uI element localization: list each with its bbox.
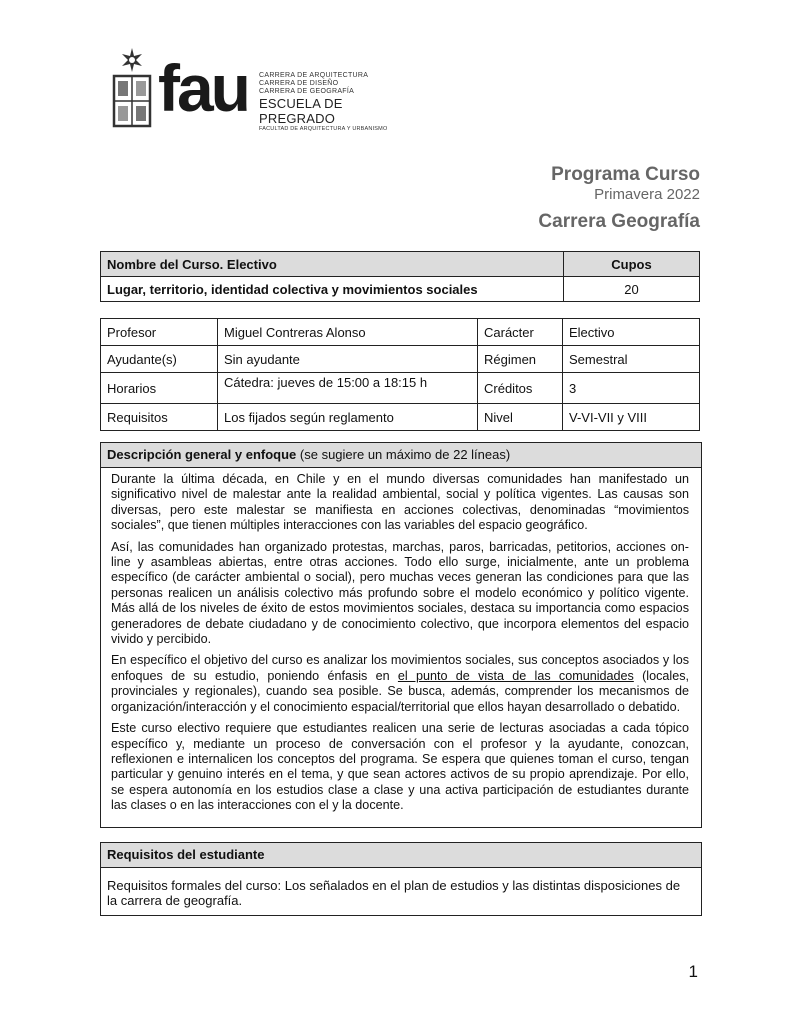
logo-school: ESCUELA DE PREGRADO	[259, 96, 343, 126]
info-row-ayudante	[101, 346, 700, 373]
info-row-horarios	[101, 373, 700, 404]
description-note: (se sugiere un máximo de 22 líneas)	[299, 447, 511, 462]
course-table-header-row	[101, 252, 700, 277]
requirements-text: Requisitos formales del curso: Los señalados en el plan de estudios y las distintas disposiciones de la carrera de geografía.	[107, 878, 681, 909]
course-name: Lugar, territorio, identidad colectiva y movimientos sociales	[101, 277, 564, 302]
info-label: Requisitos	[101, 404, 218, 431]
course-table	[100, 251, 700, 302]
description-section	[100, 442, 702, 828]
faculty-logo	[110, 46, 400, 132]
info-value: 3	[563, 373, 700, 404]
info-value: V-VI-VII y VIII	[563, 404, 700, 431]
logo-line-arquitectura: CARRERA DE ARQUITECTURA	[259, 72, 369, 79]
requirements-body	[101, 868, 701, 919]
info-label: Ayudante(s)	[101, 346, 218, 373]
course-cupos: 20	[564, 277, 700, 302]
program-title: Programa Curso	[551, 164, 700, 185]
info-row-profesor	[101, 319, 700, 346]
p3-before: En específico el objetivo del curso es analizar los movimientos sociales, sus conceptos asociados y los enfoques de su estudio, poniendo énfasis en	[111, 653, 689, 683]
logo-faculty: FACULTAD DE ARQUITECTURA Y URBANISMO	[259, 126, 388, 132]
p3-after: (locales, provinciales y regionales), cuando sea posible. Se busca, además, comprender los mecanismos de organización/interacción y el conocimiento espacial/territorial que ellos hayan desarrollado o debatido.	[111, 668, 689, 714]
info-label: Horarios	[101, 373, 218, 404]
info-value: Electivo	[563, 319, 700, 346]
info-label: Régimen	[478, 346, 563, 373]
info-value: Los fijados según reglamento	[218, 404, 478, 431]
info-label: Nivel	[478, 404, 563, 431]
info-row-requisitos	[101, 404, 700, 431]
p3-underlined: el punto de vista de las comunidades	[397, 668, 634, 683]
logo-line-diseno: CARRERA DE DISEÑO	[259, 80, 339, 87]
info-label: Créditos	[478, 373, 563, 404]
description-paragraph: Así, las comunidades han organizado protestas, marchas, paros, barricadas, petitorios, acciones on-line y asambleas abiertas, entre otras acciones. Todo ello surge, inicialmente, ante un problema específico (de carácter ambiental o social), pero muchas veces generan las condiciones para que las personas realicen un análisis colectivo más profundo sobre el modelo económico y político vigente. Más allá de los niveles de éxito de estos movimientos sociales, destaca su importancia como espacios generadores de debate ciudadano y de conocimiento colectivo, que incorpora elementos del espacio vivido y percibido.	[111, 539, 689, 647]
career-title: Carrera Geografía	[538, 211, 700, 232]
description-paragraph: Este curso electivo requiere que estudiantes realicen una serie de lecturas asociadas a cada tópico específico y, mediante un proceso de conversación con el profesor y la ayudante, conozcan, reflexionen e internalicen los conceptos del programa. Se espera que quienes toman el curso, tengan particular y genuino interés en el tema, y que sean actores activos de su propio aprendizaje. Por ello, se espera autonomía en los estudios clase a clase y una activa participación de estudiantes durante las clases o en las interacciones con el y la docente.	[111, 721, 689, 813]
course-info-table	[100, 318, 700, 431]
info-value: Semestral	[563, 346, 700, 373]
cupos-header: Cupos	[564, 252, 700, 277]
university-crest-icon	[110, 46, 154, 130]
logo-line-geografia: CARRERA DE GEOGRAFÍA	[259, 88, 355, 95]
description-title: Descripción general y enfoque	[107, 447, 297, 462]
logo-text	[259, 72, 400, 133]
info-value: Cátedra: jueves de 15:00 a 18:15 h	[218, 373, 478, 404]
course-table-row	[101, 277, 700, 302]
course-name-header: Nombre del Curso. Electivo	[101, 252, 564, 277]
requirements-title: Requisitos del estudiante	[107, 847, 265, 862]
info-label: Profesor	[101, 319, 218, 346]
page-number: 1	[688, 962, 698, 981]
info-value: Sin ayudante	[218, 346, 478, 373]
description-paragraph: Durante la última década, en Chile y en el mundo diversas comunidades han manifestado un significativo nivel de malestar ante la realidad ambiental, social y política vigentes. Las causas son diversas, pero este malestar se manifiesta en acciones colectivas, denominadas “movimientos sociales”, que tienen múltiples interacciones con las variables del espacio geográfico.	[111, 472, 689, 533]
requirements-header	[101, 843, 701, 868]
description-paragraph	[111, 653, 689, 715]
description-body	[101, 468, 701, 824]
program-term: Primavera 2022	[594, 186, 700, 203]
logo-brand: fau	[158, 51, 248, 125]
info-label: Carácter	[478, 319, 563, 346]
requirements-section	[100, 842, 702, 916]
description-header	[101, 443, 701, 468]
info-value: Miguel Contreras Alonso	[218, 319, 478, 346]
